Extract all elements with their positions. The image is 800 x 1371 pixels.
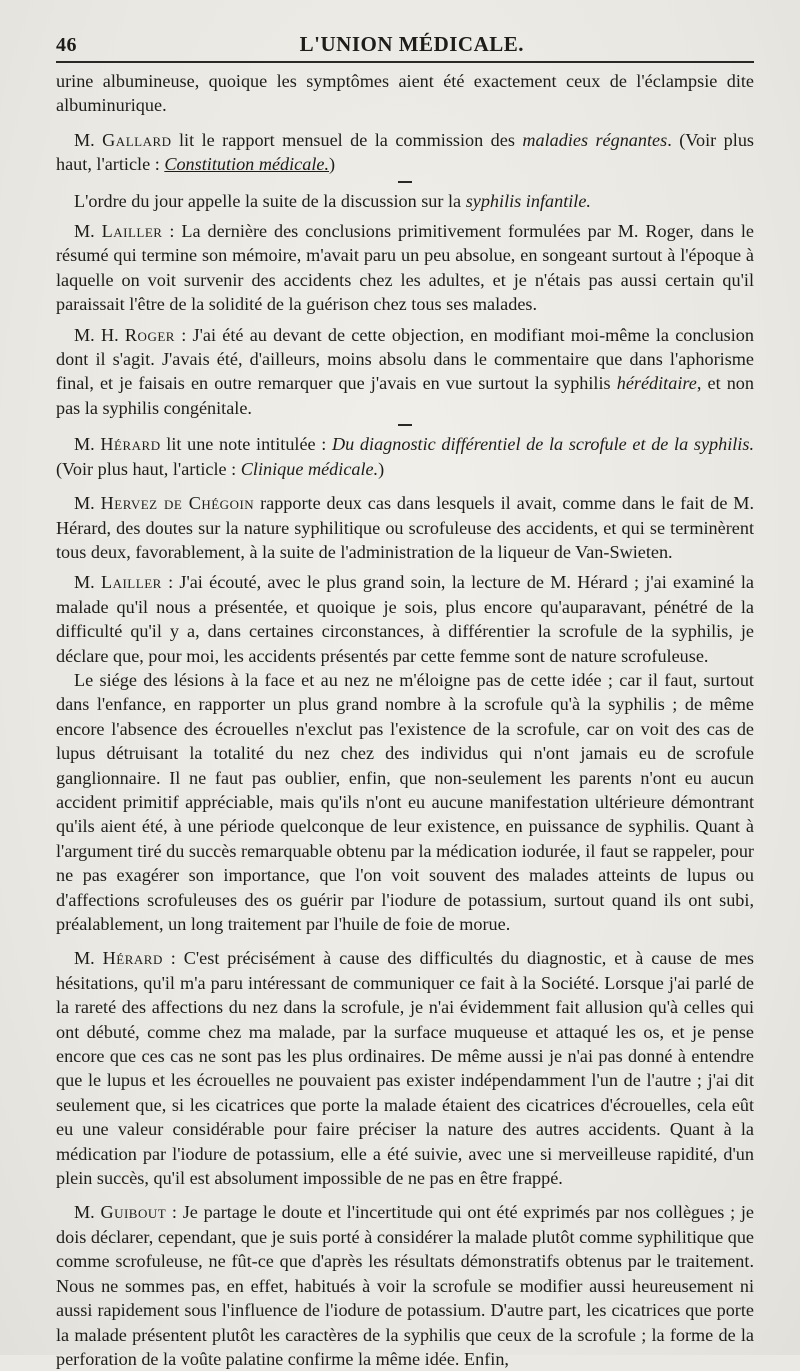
- text-run: : C'est précisément à cause des difficultés du diagnostic, et à cause de mes hésitations, qu'il m'a paru intéressant de communiquer ce fait à la Société. Lorsque j'ai parlé de la rareté des affections du nez dans la scrofule, je n'ai évidemment fait allusion qu'à celles qui ont débuté, comme chez ma malade, par la surface muqueuse et attaqué les os, et je pense encore que ces cas ne sont pas les plus ordinaires. De même aussi je n'ai pas donné à entendre que le lupus et les écrouelles ne pouvaient pas exister indépendamment l'un de l'autre ; j'ai dit seulement que, si les cicatrices que porte la malade étaient des cicatrices d'écrouelles, cela eût eu une valeur considérable pour faire préciser la nature des autres accidents. Quant à la médication par l'iodure de potassium, elle a été suivie, avec une si merveilleuse rapidité, d'un plein succès, qu'il est absolument impossible de ne pas en être frappé.: [56, 948, 755, 1189]
- text-run: . (Voir plus haut, l'article :: [56, 129, 754, 175]
- text-run: M.: [74, 1202, 101, 1223]
- italic-text: syphilis infantile.: [465, 190, 591, 211]
- text-run: , et non pas la syphilis congénitale.: [56, 373, 754, 418]
- text-run: M.: [74, 493, 101, 514]
- paragraph: [56, 323, 754, 421]
- text-run: : J'ai écouté, avec le plus grand soin, la lecture de M. Hérard ; j'ai examiné la malade qu'il nous a présentée, et quoique je sois, plus encore qu'auparavant, pénétré de la difficulté qu'il y a, dans certaines circonstances, à différentier la scrofule de la syphilis, je déclare que, pour moi, les accidents présentés par cette femme sont de nature scrofuleuse.: [56, 572, 755, 666]
- header-rule: [56, 61, 754, 63]
- text-run: M. H.: [74, 324, 125, 345]
- paragraph: [56, 668, 754, 936]
- speaker-name: Hervez de Chégoin: [100, 493, 255, 514]
- paragraph: [56, 189, 754, 213]
- text-run: M.: [74, 434, 101, 455]
- text-run: M.: [74, 948, 103, 969]
- speaker-name: Gallard: [102, 129, 172, 150]
- paragraph: [56, 491, 754, 564]
- text-run: lit une note intitulée :: [160, 434, 333, 455]
- paragraph: [56, 946, 754, 1190]
- text-run: lit le rapport mensuel de la commission des: [171, 129, 523, 150]
- body-text: [56, 69, 754, 1371]
- text-run: ): [378, 458, 385, 479]
- speaker-name: Hérard: [102, 948, 163, 969]
- text-run: rapporte deux cas dans lesquels il avait, comme dans le fait de M. Hérard, des doutes sur la nature syphilitique ou scrofuleuse des accidents, et qui se terminèrent tous deux, favorablement, à la suite de l'administration de la liqueur de Van-Swieten.: [56, 493, 755, 562]
- text-run: : J'ai été au devant de cette objection, en modifiant moi-même la conclusion dont il s'agit. J'avais été, d'ailleurs, moins absolu dans le commentaire que dans l'aphorisme final, et je faisais en outre remarquer que j'avais en vue surtout la syphilis: [56, 324, 754, 394]
- journal-title: L'UNION MÉDICALE.: [299, 32, 524, 56]
- section-divider: [398, 181, 412, 183]
- text-run: M.: [74, 572, 101, 593]
- text-run: : La dernière des conclusions primitivement formulées par M. Roger, dans le résumé qui termine son mémoire, m'avait paru un peu absolue, en songeant surtout à l'époque à laquelle on voit survenir des accidents chez les adultes, et je n'étais pas aussi certain qu'il paraissait l'être de la solidité de la guérison chez tous ses malades.: [56, 221, 754, 315]
- text-run: L'ordre du jour appelle la suite de la discussion sur la: [74, 190, 466, 211]
- italic-text: Clinique médicale.: [240, 458, 379, 479]
- speaker-name: Lailler: [100, 572, 162, 593]
- section-divider: [398, 424, 412, 426]
- text-run: Le siége des lésions à la face et au nez ne m'éloigne pas de cette idée ; car il faut, surtout dans l'enfance, en rapporter un plus grand nombre à la scrofule qu'à la syphilis ; de même encore l'absence des écrouelles n'exclut pas l'existence de la scrofule, car on voit des cas de lupus détruisant la totalité du nez chez des individus qui n'ont jamais eu de scrofule ganglionnaire. Il ne faut pas oublier, enfin, que non-seulement les parents n'ont eu aucun accident primitif appréciable, mais qu'ils n'ont eu aucune manifestation ultérieure démontrant qu'ils aient été, à une période quelconque de leur existence, en puissance de syphilis. Quant à l'argument tiré du succès remarquable obtenu par la médication iodurée, il faut se rappeler, pour ne pas exagérer son importance, que l'on voit souvent des malades atteints de lupus ou d'affections scrofuleuses des os guérir par l'iodure de potassium, surtout quand ils ont subi, préalablement, un long traitement par l'huile de foie de morue.: [56, 669, 754, 934]
- italic-text: maladies régnantes: [522, 129, 668, 150]
- paragraph: [56, 570, 754, 668]
- text-run: M.: [74, 221, 102, 242]
- speaker-name: Hérard: [100, 434, 161, 455]
- paragraph: [56, 432, 754, 481]
- speaker-name: Roger: [124, 324, 175, 345]
- text-run: (Voir plus haut, l'article :: [56, 458, 241, 479]
- paragraph: [56, 219, 754, 317]
- text-run: ): [329, 154, 336, 175]
- paragraph: [56, 128, 754, 177]
- running-head: [56, 26, 754, 57]
- speaker-name: Guibout: [100, 1202, 167, 1223]
- speaker-name: Lailler: [101, 221, 163, 242]
- text-run: M.: [74, 129, 103, 150]
- text-run: : Je partage le doute et l'incertitude qui ont été exprimés par nos collègues ; je dois déclarer, cependant, que je suis porté à considérer la malade plutôt comme syphilitique que comme scrofuleuse, ne fût-ce que d'après les résultats démonstratifs obtenus par le traitement. Nous ne sommes pas, en effet, habitués à voir la scrofule se modifier aussi heureusement ni aussi rapidement sous l'influence de l'iodure de potassium. D'autre part, les cicatrices que porte la malade présentent plutôt les caractères de la syphilis que ceux de la scrofule ; la forme de la perforation de la voûte palatine confirme la même idée. Enfin,: [56, 1202, 755, 1369]
- italic-text: héréditaire: [616, 373, 697, 394]
- paragraph: [56, 1200, 754, 1371]
- italic-text: Constitution médicale.: [164, 154, 330, 175]
- text-run: urine albumineuse, quoique les symptômes aient été exactement ceux de l'éclampsie dite albuminurique.: [56, 71, 754, 116]
- page-number: 46: [56, 34, 77, 56]
- paragraph: [56, 69, 754, 118]
- italic-text: Du diagnostic différentiel de la scrofule et de la syphilis.: [332, 434, 754, 455]
